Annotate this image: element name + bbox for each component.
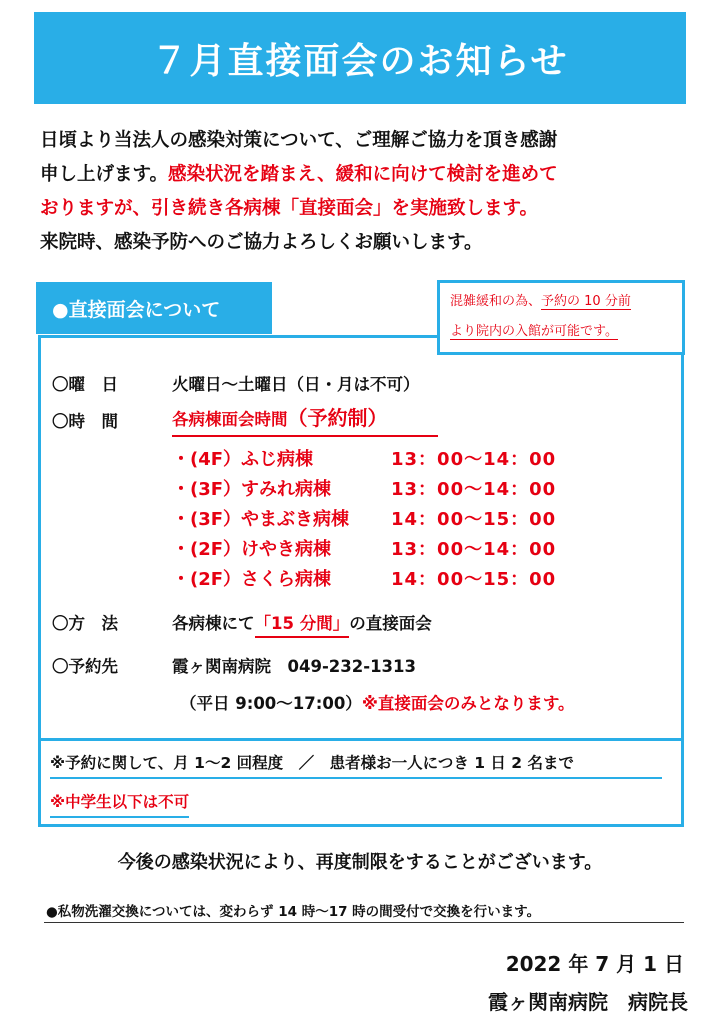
intro-line-4: 来院時、感染予防へのご協力よろしくお願いします。 — [40, 232, 483, 253]
time-value-pre: 各病棟面会時間 — [172, 410, 288, 429]
intro-line-2-red: 感染状況を踏まえ、緩和に向けて検討を進めて — [168, 164, 558, 185]
ward-name: ・(4F）ふじ病棟 — [172, 449, 314, 470]
ward-hours: 14：00～15：00 — [391, 569, 557, 590]
reserve-hours-note: ※直接面会のみとなります。 — [361, 694, 575, 713]
issue-date: 2022 年 7 月 1 日 — [505, 952, 684, 976]
note-line-1-underlined: 予約の 10 分前 — [541, 294, 631, 309]
intro-line-2-black: 申し上げます。 — [40, 164, 169, 185]
footer-notice: 今後の感染状況により、再度制限をすることがございます。 — [117, 852, 603, 873]
time-value-emph: （予約制） — [287, 406, 388, 430]
intro-paragraph — [40, 124, 690, 260]
ward-name: ・(2F）さくら病棟 — [172, 569, 332, 590]
reserve-hours-text: （平日 9:00～17:00） — [180, 694, 362, 713]
entry-note-box — [437, 280, 685, 355]
days-label: 〇曜 日 — [52, 375, 118, 394]
note-line-1-pre: 混雑緩和の為、 — [450, 294, 542, 309]
note-line-1 — [450, 287, 682, 317]
page-title: ７月直接面会のお知らせ — [151, 40, 569, 82]
ward-hours: 13：00～14：00 — [391, 479, 557, 500]
time-value — [172, 402, 438, 437]
ward-hours: 14：00～15：00 — [391, 509, 557, 530]
reserve-label: 〇予約先 — [52, 657, 118, 676]
signature: 霞ヶ関南病院 病院長 — [488, 990, 688, 1014]
intro-line-2 — [40, 158, 690, 192]
reserve-value: 霞ヶ関南病院 049-232-1313 — [172, 657, 417, 676]
footer-divider — [44, 922, 684, 923]
method-value-pre: 各病棟にて — [172, 614, 255, 633]
section-tab-label: ●直接面会について — [52, 298, 221, 321]
ward-hours: 13：00～14：00 — [391, 539, 557, 560]
method-value-emph: 「15 分間」 — [255, 614, 350, 638]
reserve-hours — [180, 690, 575, 714]
note-line-2-text: より院内の入館が可能です。 — [450, 324, 618, 339]
method-value-post: の直接面会 — [349, 614, 432, 633]
days-value: 火曜日～土曜日（日・月は不可） — [172, 375, 420, 394]
intro-line-3: おりますが、引き続き各病棟「直接面会」を実施致します。 — [40, 198, 539, 219]
title-banner — [34, 12, 686, 104]
method-value — [172, 610, 432, 634]
ward-hours: 13：00～14：00 — [391, 449, 557, 470]
section-divider — [38, 738, 684, 741]
ward-name: ・(3F）すみれ病棟 — [172, 479, 332, 500]
note-line-2 — [450, 317, 682, 347]
ward-name: ・(2F）けやき病棟 — [172, 539, 332, 560]
ward-name: ・(3F）やまぶき病棟 — [172, 509, 350, 530]
time-label: 〇時 間 — [52, 412, 118, 431]
method-label: 〇方 法 — [52, 614, 118, 633]
rules-line-1: ※予約に関して、月 1～2 回程度 ／ 患者様お一人につき 1 日 2 名まで — [50, 751, 662, 779]
intro-line-1: 日頃より当法人の感染対策について、ご理解ご協力を頂き感謝 — [40, 130, 558, 151]
laundry-notice: ●私物洗濯交換については、変わらず 14 時～17 時の間受付で交換を行います。 — [46, 904, 541, 920]
section-tab — [36, 282, 272, 334]
rules-line-2: ※中学生以下は不可 — [50, 790, 189, 818]
